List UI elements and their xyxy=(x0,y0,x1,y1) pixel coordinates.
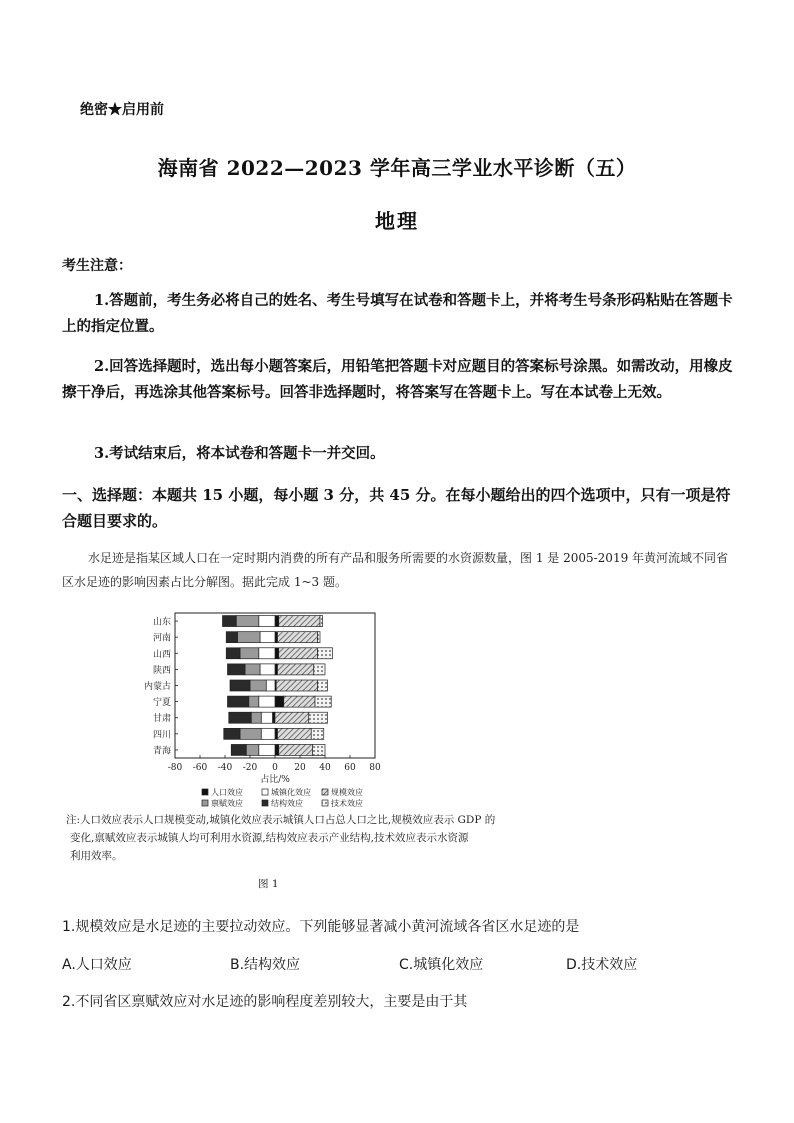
bar-segment xyxy=(309,712,328,723)
bar-segment xyxy=(275,696,284,707)
confidential-mark: 绝密★启用前 xyxy=(80,102,164,118)
bar-segment xyxy=(276,680,317,691)
bar-segment xyxy=(249,696,259,707)
bar-segment xyxy=(245,664,260,675)
figure-caption: 图 1 xyxy=(258,878,279,890)
bar-segment xyxy=(259,744,275,755)
figure-note-line: 利用效率。 xyxy=(70,850,123,862)
bar-segment xyxy=(238,632,261,643)
question-1-stem: 1.规模效应是水足迹的主要拉动效应。下列能够显著减小黄河流域各省区水足迹的是 xyxy=(62,919,580,935)
bar-segment xyxy=(275,632,278,643)
question-1-option-b: B.结构效应 xyxy=(230,957,301,973)
question-intro: 水足迹是指某区域人口在一定时期内消费的所有产品和服务所需要的水资源数量，图 1 是 2005-2019 年黄河流域不同省区水足迹的影响因素占比分解图。据此完成 1~3 题。 xyxy=(62,551,729,589)
bar-segment xyxy=(278,664,314,675)
bar-segment xyxy=(311,728,324,739)
question-2-stem: 2.不同省区禀赋效应对水足迹的影响程度差别较大，主要是由于其 xyxy=(62,994,468,1010)
bar-segment xyxy=(275,728,278,739)
x-tick-label: 80 xyxy=(369,763,381,773)
bar-segment xyxy=(284,696,315,707)
category-label: 青海 xyxy=(152,746,171,757)
exam-title: 海南省 2022—2023 学年高三学业水平诊断（五） xyxy=(157,156,637,180)
bar-segment xyxy=(223,616,237,627)
legend-swatch xyxy=(322,789,328,795)
legend-label: 城镇化效应 xyxy=(271,788,311,797)
bar-segment xyxy=(251,712,261,723)
legend-label: 技术效应 xyxy=(331,799,363,808)
section-heading: 一、选择题：本题共 15 小题，每小题 3 分，共 45 分。在每小题给出的四个选项中，只有一项是符合题目要求的。 xyxy=(62,486,731,530)
bar-segment xyxy=(275,616,279,627)
bar-segment xyxy=(278,728,312,739)
bar-segment xyxy=(261,728,275,739)
bar-segment xyxy=(279,648,318,659)
bar-segment xyxy=(226,632,237,643)
bar-segment xyxy=(246,744,259,755)
legend-swatch xyxy=(202,800,208,806)
bar-segment xyxy=(318,680,328,691)
bar-segment xyxy=(279,744,313,755)
bar-segment xyxy=(228,696,249,707)
x-tick-label: -80 xyxy=(167,763,183,773)
legend-swatch xyxy=(262,789,268,795)
bar-segment xyxy=(250,680,266,691)
legend-label: 人口效应 xyxy=(211,788,243,797)
bar-segment xyxy=(231,744,246,755)
bar-segment xyxy=(230,680,250,691)
bar-segment xyxy=(318,648,333,659)
legend-swatch xyxy=(322,800,328,806)
legend-swatch xyxy=(262,800,268,806)
x-tick-label: -60 xyxy=(192,763,208,773)
bar-segment xyxy=(229,712,252,723)
bar-segment xyxy=(226,648,240,659)
bar-segment xyxy=(228,664,246,675)
legend-label: 结构效应 xyxy=(271,799,303,808)
x-tick-label: -40 xyxy=(217,763,233,773)
legend-swatch xyxy=(202,789,208,795)
bar-segment xyxy=(275,648,279,659)
bar-segment xyxy=(278,632,318,643)
bar-segment xyxy=(240,648,259,659)
category-label: 山西 xyxy=(152,649,171,660)
notice-item-3: 3.考试结束后，将本试卷和答题卡一并交回。 xyxy=(94,445,385,462)
question-1-option-a: A.人口效应 xyxy=(62,957,132,973)
bar-segment xyxy=(318,632,321,643)
category-label: 陕西 xyxy=(152,665,171,676)
subject-title: 地理 xyxy=(375,209,419,233)
bar-segment xyxy=(313,744,326,755)
bar-segment xyxy=(259,648,275,659)
notice-item-2: 2.回答选择题时，选出每小题答案后，用铅笔把答题卡对应题目的答案标号涂黑。如需改动，用橡皮擦干净后，再选涂其他答案标号。回答非选择题时，将答案写在答题卡上。写在本试卷上无效。 xyxy=(62,358,733,401)
category-label: 甘肃 xyxy=(152,714,171,725)
category-label: 四川 xyxy=(152,730,171,741)
x-axis-label: 占比/% xyxy=(260,775,290,785)
x-tick-label: -20 xyxy=(242,763,258,773)
question-1-option-c: C.城镇化效应 xyxy=(399,957,484,973)
question-1-option-d: D.技术效应 xyxy=(566,957,638,973)
bar-segment xyxy=(259,616,275,627)
bar-segment xyxy=(266,680,275,691)
category-label: 宁夏 xyxy=(152,698,171,709)
bar-segment xyxy=(275,744,279,755)
category-label: 内蒙古 xyxy=(143,682,171,692)
notice-heading: 考生注意： xyxy=(62,258,132,274)
x-tick-label: 0 xyxy=(272,763,278,773)
bar-segment xyxy=(236,616,259,627)
bar-segment xyxy=(315,696,331,707)
bar-segment xyxy=(240,728,261,739)
bar-segment xyxy=(273,712,276,723)
bar-segment xyxy=(259,696,275,707)
bar-segment xyxy=(260,632,275,643)
bar-segment xyxy=(314,664,325,675)
x-tick-label: 40 xyxy=(319,763,331,773)
category-label: 山东 xyxy=(152,617,171,628)
bar-segment xyxy=(279,616,320,627)
bar-segment xyxy=(261,712,272,723)
x-tick-label: 60 xyxy=(344,763,356,773)
figure-note-line: 变化,禀赋效应表示城镇人均可利用水资源,结构效应表示产业结构,技术效应表示水资源 xyxy=(70,832,469,844)
stacked-bar-chart xyxy=(60,605,520,897)
x-tick-label: 20 xyxy=(294,763,306,773)
figure-1 xyxy=(60,605,520,897)
notice-item-1: 1.答题前，考生务必将自己的姓名、考生号填写在试卷和答题卡上，并将考生号条形码粘贴在答题卡上的指定位置。 xyxy=(62,292,733,335)
figure-note-line: 注:人口效应表示人口规模变动,城镇化效应表示城镇人口占总人口之比,规模效应表示 GDP 的 xyxy=(66,814,496,826)
category-label: 河南 xyxy=(152,633,171,644)
bar-segment xyxy=(260,664,275,675)
bar-segment xyxy=(275,664,278,675)
legend-label: 规模效应 xyxy=(331,788,363,797)
legend-label: 禀赋效应 xyxy=(211,799,243,808)
bar-segment xyxy=(320,616,323,627)
bar-segment xyxy=(275,712,309,723)
bar-segment xyxy=(224,728,240,739)
